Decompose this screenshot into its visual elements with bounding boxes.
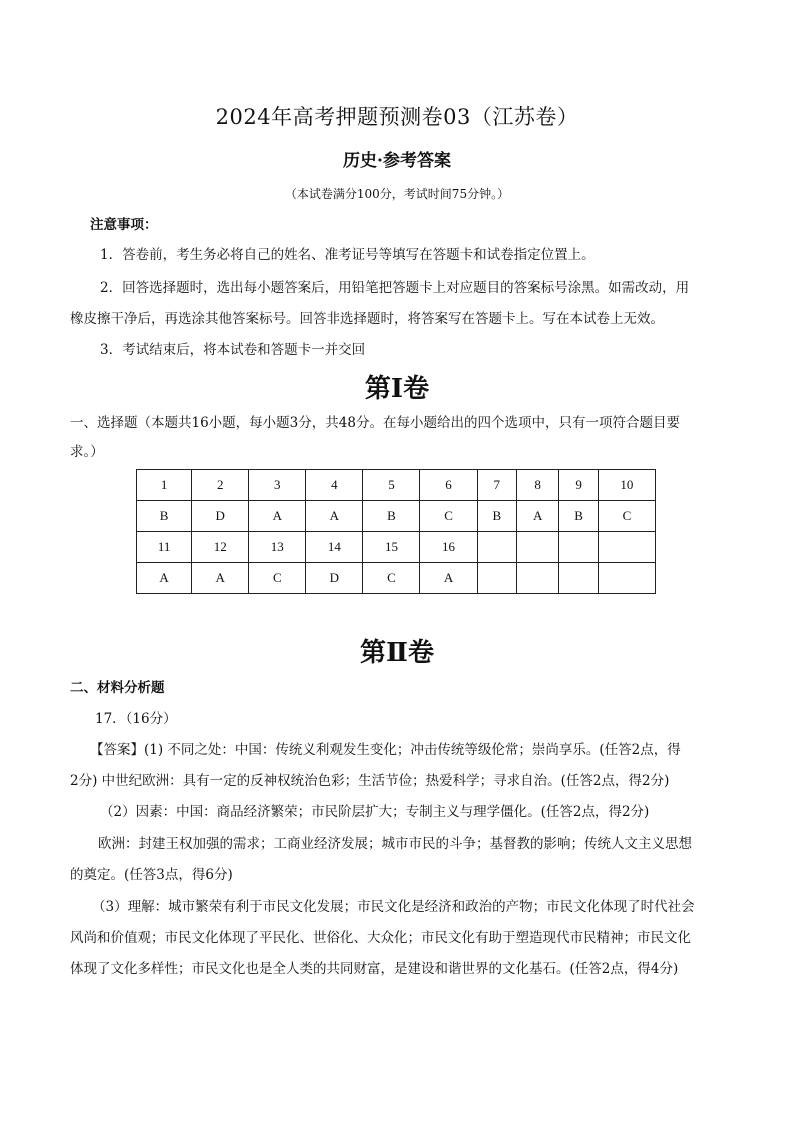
- table-cell: 9: [559, 470, 598, 501]
- answer-line: （2）因素：中国：商品经济繁荣；市民阶层扩大；专制主义与理学僵化。(任答2点，得2分): [100, 804, 650, 820]
- table-cell: [559, 563, 598, 594]
- table-cell: [477, 563, 516, 594]
- table-cell: [477, 532, 516, 563]
- answer-line: （3）理解：城市繁荣有利于市民文化发展；市民文化是经济和政治的产物；市民文化体现了时代社会: [92, 899, 695, 915]
- table-cell: 16: [420, 532, 477, 563]
- table-cell: [598, 563, 655, 594]
- part2-heading: 第Ⅱ卷: [360, 638, 434, 668]
- table-cell: [517, 563, 559, 594]
- answer-line: 2分) 中世纪欧洲：具有一定的反神权统治色彩；生活节俭；热爱科学；寻求自治。(任答2点，得2分): [70, 773, 670, 789]
- part1-intro-cont: 求。）: [70, 444, 104, 460]
- table-cell: 13: [249, 532, 306, 563]
- table-cell: D: [192, 501, 249, 532]
- table-row: [137, 532, 656, 563]
- table-cell: A: [249, 501, 306, 532]
- table-cell: B: [559, 501, 598, 532]
- part2-section-title: 二、材料分析题: [70, 680, 165, 696]
- table-cell: A: [192, 563, 249, 594]
- answer-table: [136, 469, 656, 594]
- part1-heading: 第Ⅰ卷: [364, 374, 430, 404]
- table-row: [137, 501, 656, 532]
- instruction-item-2-cont: 橡皮擦干净后，再选涂其他答案标号。回答非选择题时，将答案写在答题卡上。写在本试卷上无效。: [70, 311, 664, 327]
- table-cell: 7: [477, 470, 516, 501]
- instruction-item-1: 1．答卷前，考生务必将自己的姓名、准考证号等填写在答题卡和试卷指定位置上。: [100, 247, 595, 263]
- part1-intro: 一、选择题（本题共16小题，每小题3分，共48分。在每小题给出的四个选项中，只有一项符合题目要: [70, 415, 680, 431]
- table-row: [137, 563, 656, 594]
- table-cell: 3: [249, 470, 306, 501]
- table-cell: 4: [306, 470, 363, 501]
- instructions-heading: 注意事项：: [90, 217, 158, 233]
- table-cell: B: [363, 501, 420, 532]
- table-cell: 15: [363, 532, 420, 563]
- document-title: 2024年高考押题预测卷03（江苏卷）: [215, 105, 579, 129]
- answer-line: 欧洲：封建王权加强的需求；工商业经济发展；城市市民的斗争；基督教的影响；传统人文主义思想: [98, 836, 692, 852]
- table-cell: D: [306, 563, 363, 594]
- answer-line: 体现了文化多样性；市民文化也是全人类的共同财富，是建设和谐世界的文化基石。(任答2点，得4分): [70, 961, 679, 977]
- table-cell: C: [598, 501, 655, 532]
- question-17-label: 17．（16分）: [95, 711, 177, 727]
- table-cell: 14: [306, 532, 363, 563]
- table-cell: A: [137, 563, 192, 594]
- table-cell: 5: [363, 470, 420, 501]
- answer-line: 【答案】(1) 不同之处：中国：传统义利观发生变化；冲击传统等级伦常；崇尚享乐。(任答2点，得: [90, 742, 681, 758]
- exam-note: （本试卷满分100分，考试时间75分钟。）: [284, 187, 510, 201]
- table-cell: C: [249, 563, 306, 594]
- table-cell: A: [517, 501, 559, 532]
- table-cell: C: [420, 501, 477, 532]
- table-cell: 8: [517, 470, 559, 501]
- table-cell: [598, 532, 655, 563]
- instruction-item-3: 3．考试结束后，将本试卷和答题卡一并交回: [100, 342, 366, 358]
- table-cell: 2: [192, 470, 249, 501]
- table-row: [137, 470, 656, 501]
- table-cell: 10: [598, 470, 655, 501]
- table-cell: 1: [137, 470, 192, 501]
- answer-line: 风尚和价值观；市民文化体现了平民化、世俗化、大众化；市民文化有助于塑造现代市民精神；市民文化: [70, 930, 691, 946]
- table-cell: 11: [137, 532, 192, 563]
- table-cell: A: [306, 501, 363, 532]
- answer-line: 的奠定。(任答3点，得6分): [70, 867, 233, 883]
- table-cell: A: [420, 563, 477, 594]
- document-subtitle: 历史·参考答案: [343, 151, 451, 171]
- table-cell: 6: [420, 470, 477, 501]
- table-cell: [517, 532, 559, 563]
- table-cell: B: [137, 501, 192, 532]
- table-cell: C: [363, 563, 420, 594]
- instruction-item-2: 2．回答选择题时，选出每小题答案后，用铅笔把答题卡上对应题目的答案标号涂黑。如需改动，用: [100, 280, 690, 296]
- table-cell: B: [477, 501, 516, 532]
- table-cell: [559, 532, 598, 563]
- table-cell: 12: [192, 532, 249, 563]
